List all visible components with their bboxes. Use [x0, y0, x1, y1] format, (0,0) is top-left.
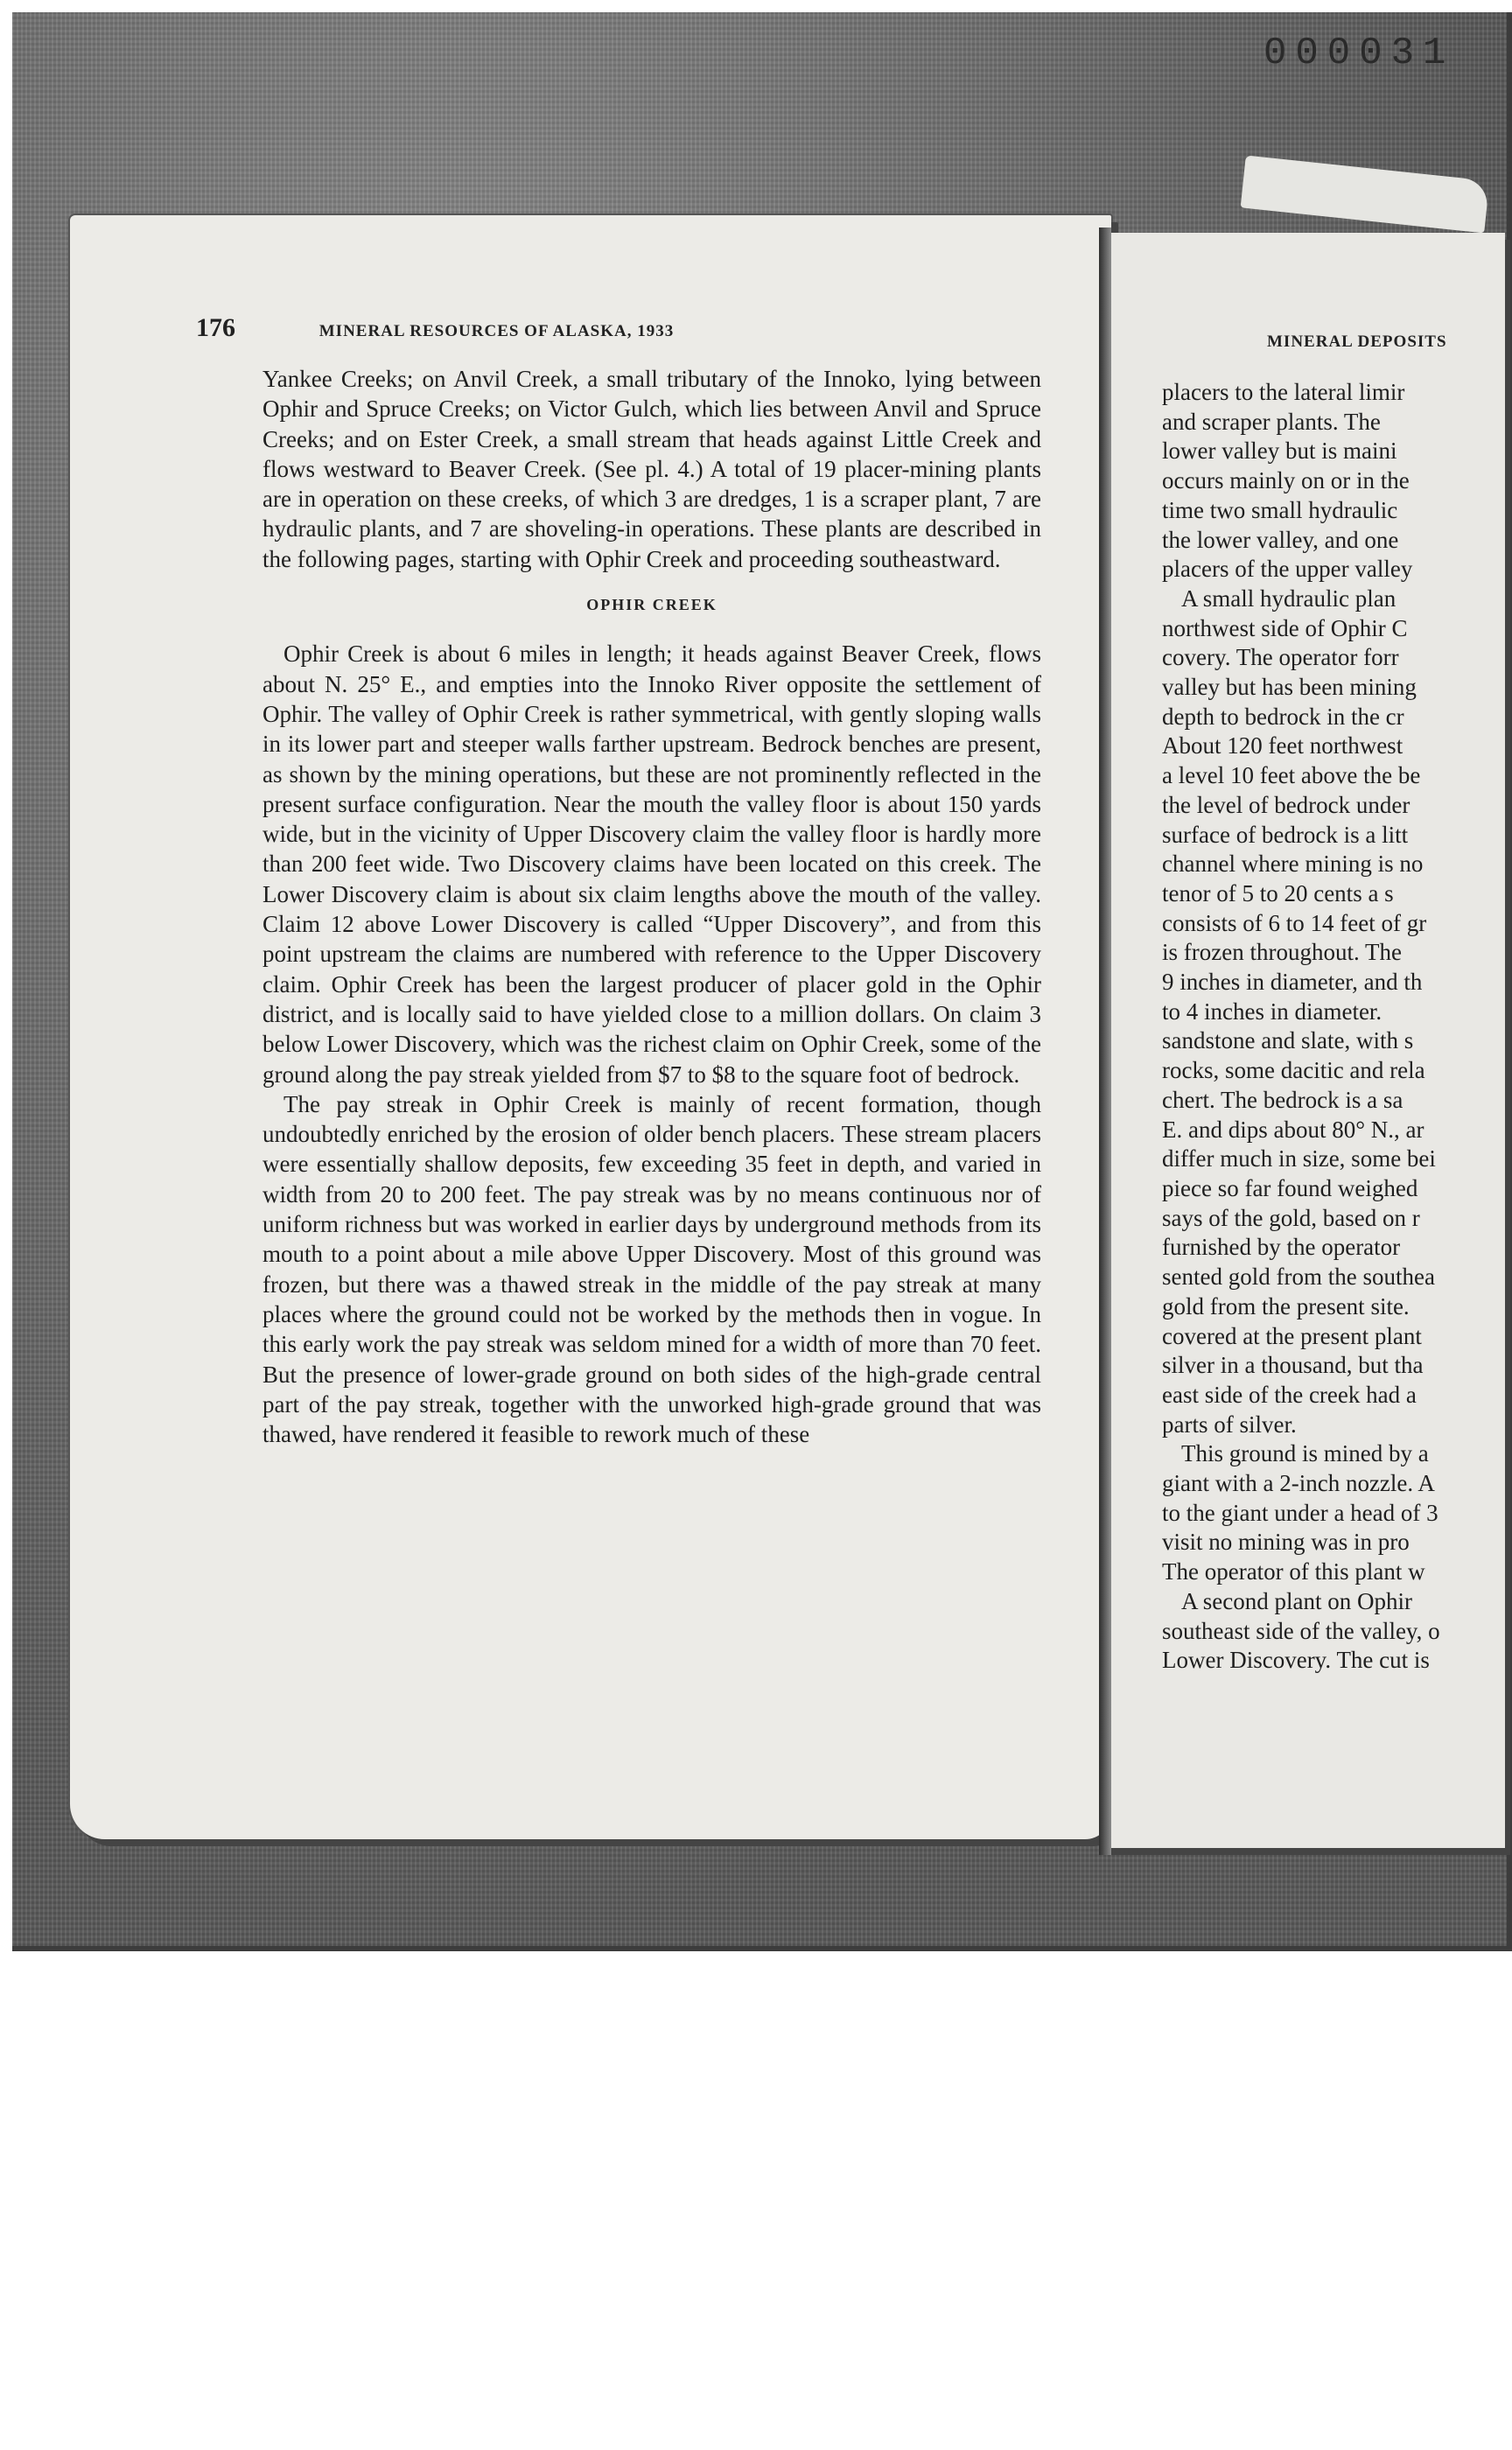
text-line: time two small hydraulic — [1162, 496, 1398, 523]
text-line: visit no mining was in pro — [1162, 1529, 1410, 1556]
text-line: covered at the present plant — [1162, 1322, 1422, 1349]
text-line: to 4 inches in diameter. — [1162, 998, 1382, 1025]
text-line: sandstone and slate, with s — [1162, 1027, 1414, 1054]
text-line: placers of the upper valley — [1162, 556, 1413, 583]
running-head-title: MINERAL RESOURCES OF ALASKA, 1933 — [318, 322, 675, 340]
text-line: covery. The operator forr — [1162, 644, 1399, 671]
text-line: furnished by the operator — [1162, 1234, 1401, 1261]
text-line: A small hydraulic plan — [1181, 584, 1396, 612]
text-line: channel where mining is no — [1162, 850, 1424, 878]
text-line: rocks, some dacitic and rela — [1162, 1057, 1425, 1084]
text-line: to the giant under a head of 3 — [1162, 1499, 1438, 1526]
right-text-column — [1162, 378, 1503, 1690]
paragraph-ophir-creek-2: The pay streak in Ophir Creek is mainly of recent formation, though undoubtedly enriched by the erosion of older bench placers. These stream placers were essentially shallow deposits, few exceeding 35 feet in depth, and varied in width from 20 to 200 feet. The pay streak was by no means continuous nor of uniform richness but was worked in earlier days by underground methods from its mouth to a point about a mile above Upper Discovery. Most of this ground was frozen, but there was a thawed streak in the middle of the pay streak at many places where the ground could not be worked by the methods then in vogue. In this early work the pay streak was seldom mined for a width of more than 70 feet. But the presence of lower-grade ground on both sides of the high-grade central part of the pay streak, together with the unworked high-grade ground that was thawed, have rendered it feasible to rework much of these — [262, 1090, 1041, 1448]
text-line: differ much in size, some bei — [1162, 1145, 1436, 1172]
left-text-column — [262, 364, 1041, 1449]
text-line: parts of silver. — [1162, 1410, 1297, 1438]
text-line: tenor of 5 to 20 cents a s — [1162, 879, 1394, 906]
text-line: northwest side of Ophir C — [1162, 614, 1408, 641]
text-line: The operator of this plant w — [1162, 1558, 1425, 1586]
text-line: surface of bedrock is a litt — [1162, 821, 1409, 848]
text-line: 9 inches in diameter, and th — [1162, 969, 1423, 996]
text-line: Lower Discovery. The cut is — [1162, 1647, 1430, 1674]
text-line: depth to bedrock in the cr — [1162, 703, 1404, 730]
text-line: placers to the lateral limir — [1162, 379, 1405, 405]
text-line: valley but has been mining — [1162, 674, 1417, 701]
text-line: silver in a thousand, but tha — [1162, 1352, 1424, 1379]
text-line: says of the gold, based on r — [1162, 1204, 1420, 1231]
left-running-head — [196, 313, 940, 343]
text-line: a level 10 feet above the be — [1162, 762, 1421, 789]
book-gutter — [1099, 228, 1111, 1855]
text-line: piece so far found weighed — [1162, 1174, 1418, 1201]
text-line: is frozen throughout. The — [1162, 939, 1402, 966]
document-stamp-number: 000031 — [1264, 32, 1455, 75]
text-line: E. and dips about 80° N., ar — [1162, 1116, 1424, 1143]
right-running-head: MINERAL DEPOSITS — [1267, 332, 1447, 351]
text-line: the lower valley, and one — [1162, 526, 1399, 553]
text-line: A second plant on Ophir — [1181, 1587, 1412, 1614]
section-heading: OPHIR CREEK — [586, 596, 718, 614]
text-line: chert. The bedrock is a sa — [1162, 1086, 1404, 1113]
text-line: sented gold from the southea — [1162, 1264, 1435, 1291]
text-line: the level of bedrock under — [1162, 791, 1410, 818]
text-line: lower valley but is maini — [1162, 438, 1397, 465]
intro-paragraph: Yankee Creeks; on Anvil Creek, a small tributary of the Innoko, lying between Ophir and Spruce Creeks; on Victor Gulch, which lies between Anvil and Spruce Creeks; and on Ester Creek, a small stream that heads against Little Creek and flows westward to Beaver Creek. (See pl. 4.) A total of 19 placer-mining plants are in operation on these creeks, of which 3 are dredges, 1 is a scraper plant, 7 are hydraulic plants, and 7 are shoveling-in operations. These plants are described in the following pages, starting with Ophir Creek and proceeding southeastward. — [262, 366, 1041, 572]
text-line: east side of the creek had a — [1162, 1381, 1417, 1408]
text-line: southeast side of the valley, o — [1162, 1617, 1440, 1644]
text-line: occurs mainly on or in the — [1162, 467, 1410, 494]
paragraph-ophir-creek-1: Ophir Creek is about 6 miles in length; it heads against Beaver Creek, flows about N. 25° E., and empties into the Innoko River opposite the settlement of Ophir. The valley of Ophir Creek is rather symmetrical, with gently sloping walls in its lower part and steeper walls farther upstream. Bedrock benches are present, as shown by the mining operations, but these are not prominently reflected in the present surface configuration. Near the mouth the valley floor is about 150 yards wide, but in the vicinity of Upper Discovery claim the valley floor is hardly more than 200 feet wide. Two Discovery claims have been located on this creek. The Lower Discovery claim is about six claim lengths above the mouth of the valley. Claim 12 above Lower Discovery is called “Upper Discovery”, and from this point upstream the claims are numbered with reference to the Upper Discovery claim. Ophir Creek has been the largest producer of placer gold in the Ophir district, and is locally said to have yielded close to a million dollars. On claim 3 below Lower Discovery, which was the richest claim on Ophir Creek, some of the ground along the pay streak yielded from $7 to $8 to the square foot of bedrock. — [262, 640, 1041, 1088]
text-line: giant with a 2-inch nozzle. A — [1162, 1470, 1435, 1497]
text-line: and scraper plants. The — [1162, 408, 1381, 435]
text-line: consists of 6 to 14 feet of gr — [1162, 909, 1427, 936]
text-line: This ground is mined by a — [1181, 1440, 1429, 1467]
text-line: About 120 feet northwest — [1162, 732, 1404, 760]
scan-edge-bottom — [12, 1946, 1512, 1951]
text-line: gold from the present site. — [1162, 1292, 1410, 1320]
page-number: 176 — [196, 313, 235, 342]
scan-edge-right — [1507, 12, 1512, 1951]
